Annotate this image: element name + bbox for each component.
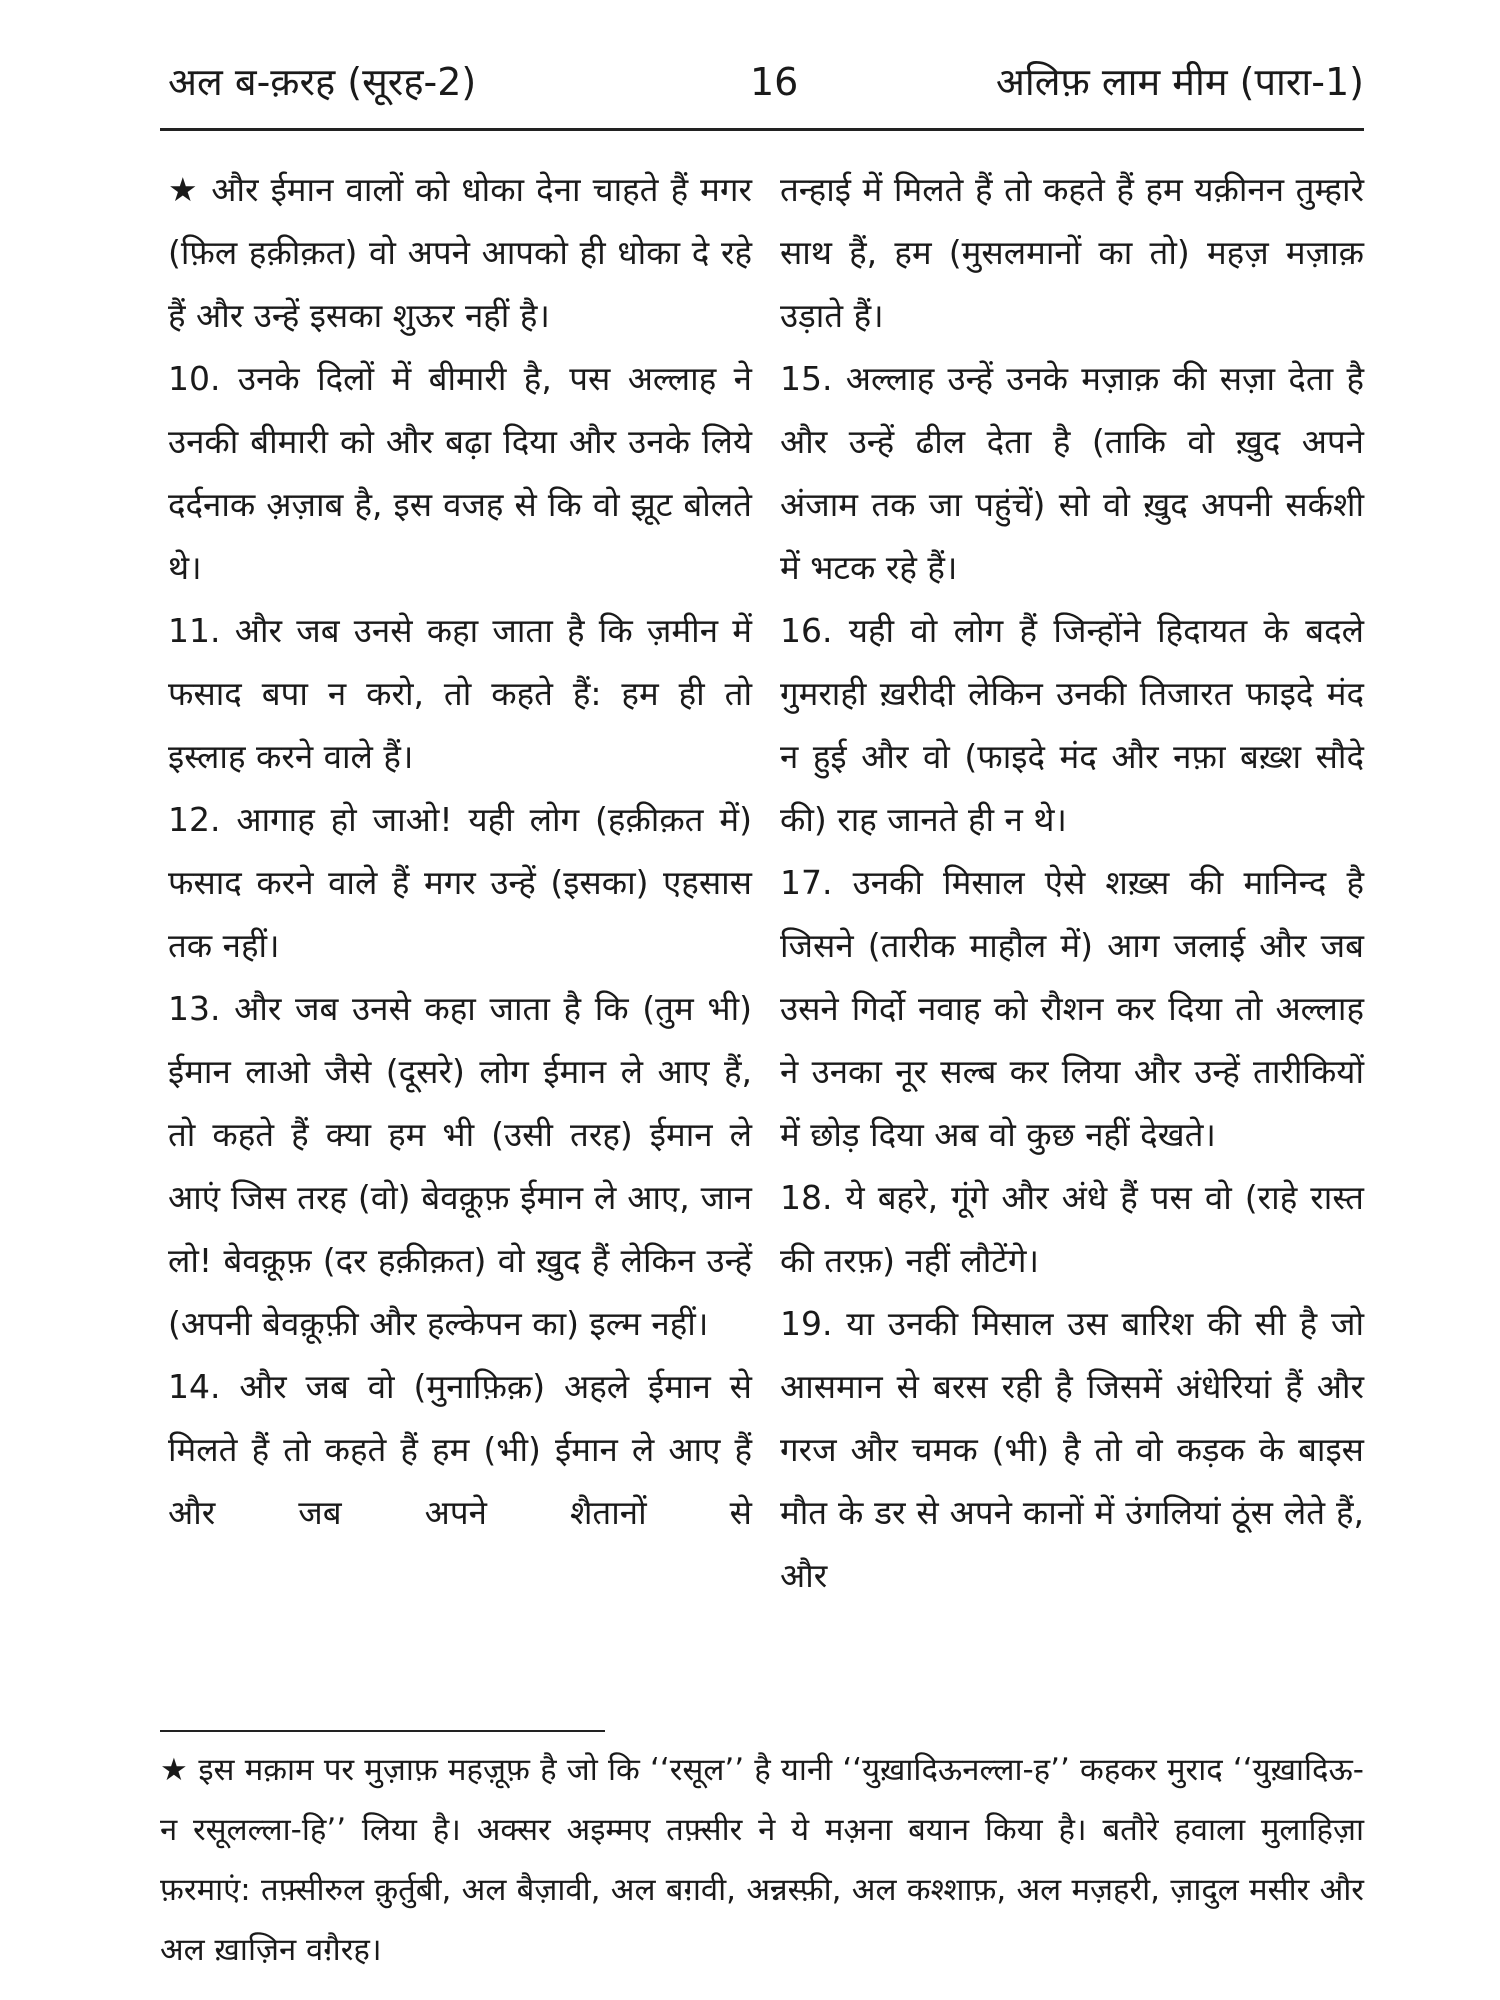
para-title: अलिफ़ लाम मीम (पारा-1) bbox=[995, 60, 1364, 104]
verse-19: 19. या उनकी मिसाल उस बारिश की सी है जो आसमान से बरस रही है जिसमें अंधेरियां हैं और गरज और चमक (भी) है तो वो कड़क के बाइस मौत के डर से अपने कानों में उंगलियां ठूंस लेते हैं, और bbox=[780, 1304, 1364, 1595]
footnote bbox=[160, 1740, 1364, 1980]
verse-18: 18. ये बहरे, गूंगे और अंधे हैं पस वो (राहे रास्त की तरफ़) नहीं लौटेंगे। bbox=[780, 1178, 1364, 1280]
verse-12: 12. आगाह हो जाओ! यही लोग (हक़ीक़त में) फसाद करने वाले हैं मगर उन्हें (इसका) एहसास तक नहीं। bbox=[168, 800, 752, 965]
verse-10: 10. उनके दिलों में बीमारी है, पस अल्लाह ने उनकी बीमारी को और बढ़ा दिया और उनके लिये दर्दनाक अ़ज़ाब है, इस वजह से कि वो झूट बोलते थे। bbox=[168, 359, 752, 587]
verse-15: 15. अल्लाह उन्हें उनके मज़ाक़ की सज़ा देता है और उन्हें ढील देता है (ताकि वो ख़ुद अपने अंजाम तक जा पहुंचें) सो वो ख़ुद अपनी सर्कशी में भटक रहे हैं। bbox=[780, 359, 1364, 587]
right-column bbox=[780, 158, 1364, 1607]
verse-9-continuation: ★ और ईमान वालों को धोका देना चाहते हैं मगर (फ़िल हक़ीक़त) वो अपने आपको ही धोका दे रहे हैं और उन्हें इसका शुऊर नहीं है। bbox=[168, 170, 752, 335]
verse-16: 16. यही वो लोग हैं जिन्होंने हिदायत के बदले गुमराही ख़रीदी लेकिन उनकी तिजारत फाइदे मंद न हुई और वो (फाइदे मंद और नफ़ा बख़्श सौदे की) राह जानते ही न थे। bbox=[780, 611, 1364, 839]
left-column bbox=[168, 158, 752, 1544]
verse-14: 14. और जब वो (मुनाफ़िक़) अहले ईमान से मिलते हैं तो कहते हैं हम (भी) ईमान ले आए हैं और जब अपने शैतानों से bbox=[168, 1367, 752, 1532]
verse-11: 11. और जब उनसे कहा जाता है कि ज़मीन में फसाद बपा न करो, तो कहते हैं: हम ही तो इस्लाह करने वाले हैं। bbox=[168, 611, 752, 776]
page-number: 16 bbox=[750, 60, 799, 104]
verse-14-continuation: तन्हाई में मिलते हैं तो कहते हैं हम यक़ीनन तुम्हारे साथ हैं, हम (मुसलमानों का तो) महज़ मज़ाक़ उड़ाते हैं। bbox=[780, 170, 1364, 335]
footnote-text: ★ इस मक़ाम पर मुज़ाफ़ महज़ूफ़ है जो कि ‘‘रसूल’’ है यानी ‘‘युख़ादिऊनल्ला-ह’’ कहकर मुराद ‘‘युख़ादिऊ-न रसूलल्ला-हि’’ लिया है। अक्सर अइम्मए तफ़्सीर ने ये मअ़ना बयान किया है। बतौरे हवाला मुलाहिज़ा फ़रमाएं: तफ़्सीरुल क़ुर्तुबी, अल बैज़ावी, अल बग़वी, अन्नस्फ़ी, अल कश्शाफ़, अल मज़हरी, ज़ादुल मसीर और अल ख़ाज़िन वग़ैरह। bbox=[160, 1752, 1364, 1968]
page-header bbox=[168, 52, 1364, 122]
surah-title: अल ब-क़रह (सूरह-2) bbox=[168, 60, 477, 104]
verse-17: 17. उनकी मिसाल ऐसे शख़्स की मानिन्द है जिसने (तारीक माहौल में) आग जलाई और जब उसने गिर्दो नवाह को रौशन कर दिया तो अल्लाह ने उनका नूर सल्ब कर लिया और उन्हें तारीकियों में छोड़ दिया अब वो कुछ नहीं देखते। bbox=[780, 863, 1364, 1154]
header-divider bbox=[160, 128, 1364, 131]
verse-13: 13. और जब उनसे कहा जाता है कि (तुम भी) ईमान लाओ जैसे (दूसरे) लोग ईमान ले आए हैं, तो कहते हैं क्या हम भी (उसी तरह) ईमान ले आएं जिस तरह (वो) बेवक़ूफ़ ईमान ले आए, जान लो! बेवक़ूफ़ (दर हक़ीक़त) वो ख़ुद हैं लेकिन उन्हें (अपनी बेवक़ूफ़ी और हल्केपन का) इल्म नहीं। bbox=[168, 989, 752, 1343]
footnote-divider bbox=[160, 1730, 605, 1732]
